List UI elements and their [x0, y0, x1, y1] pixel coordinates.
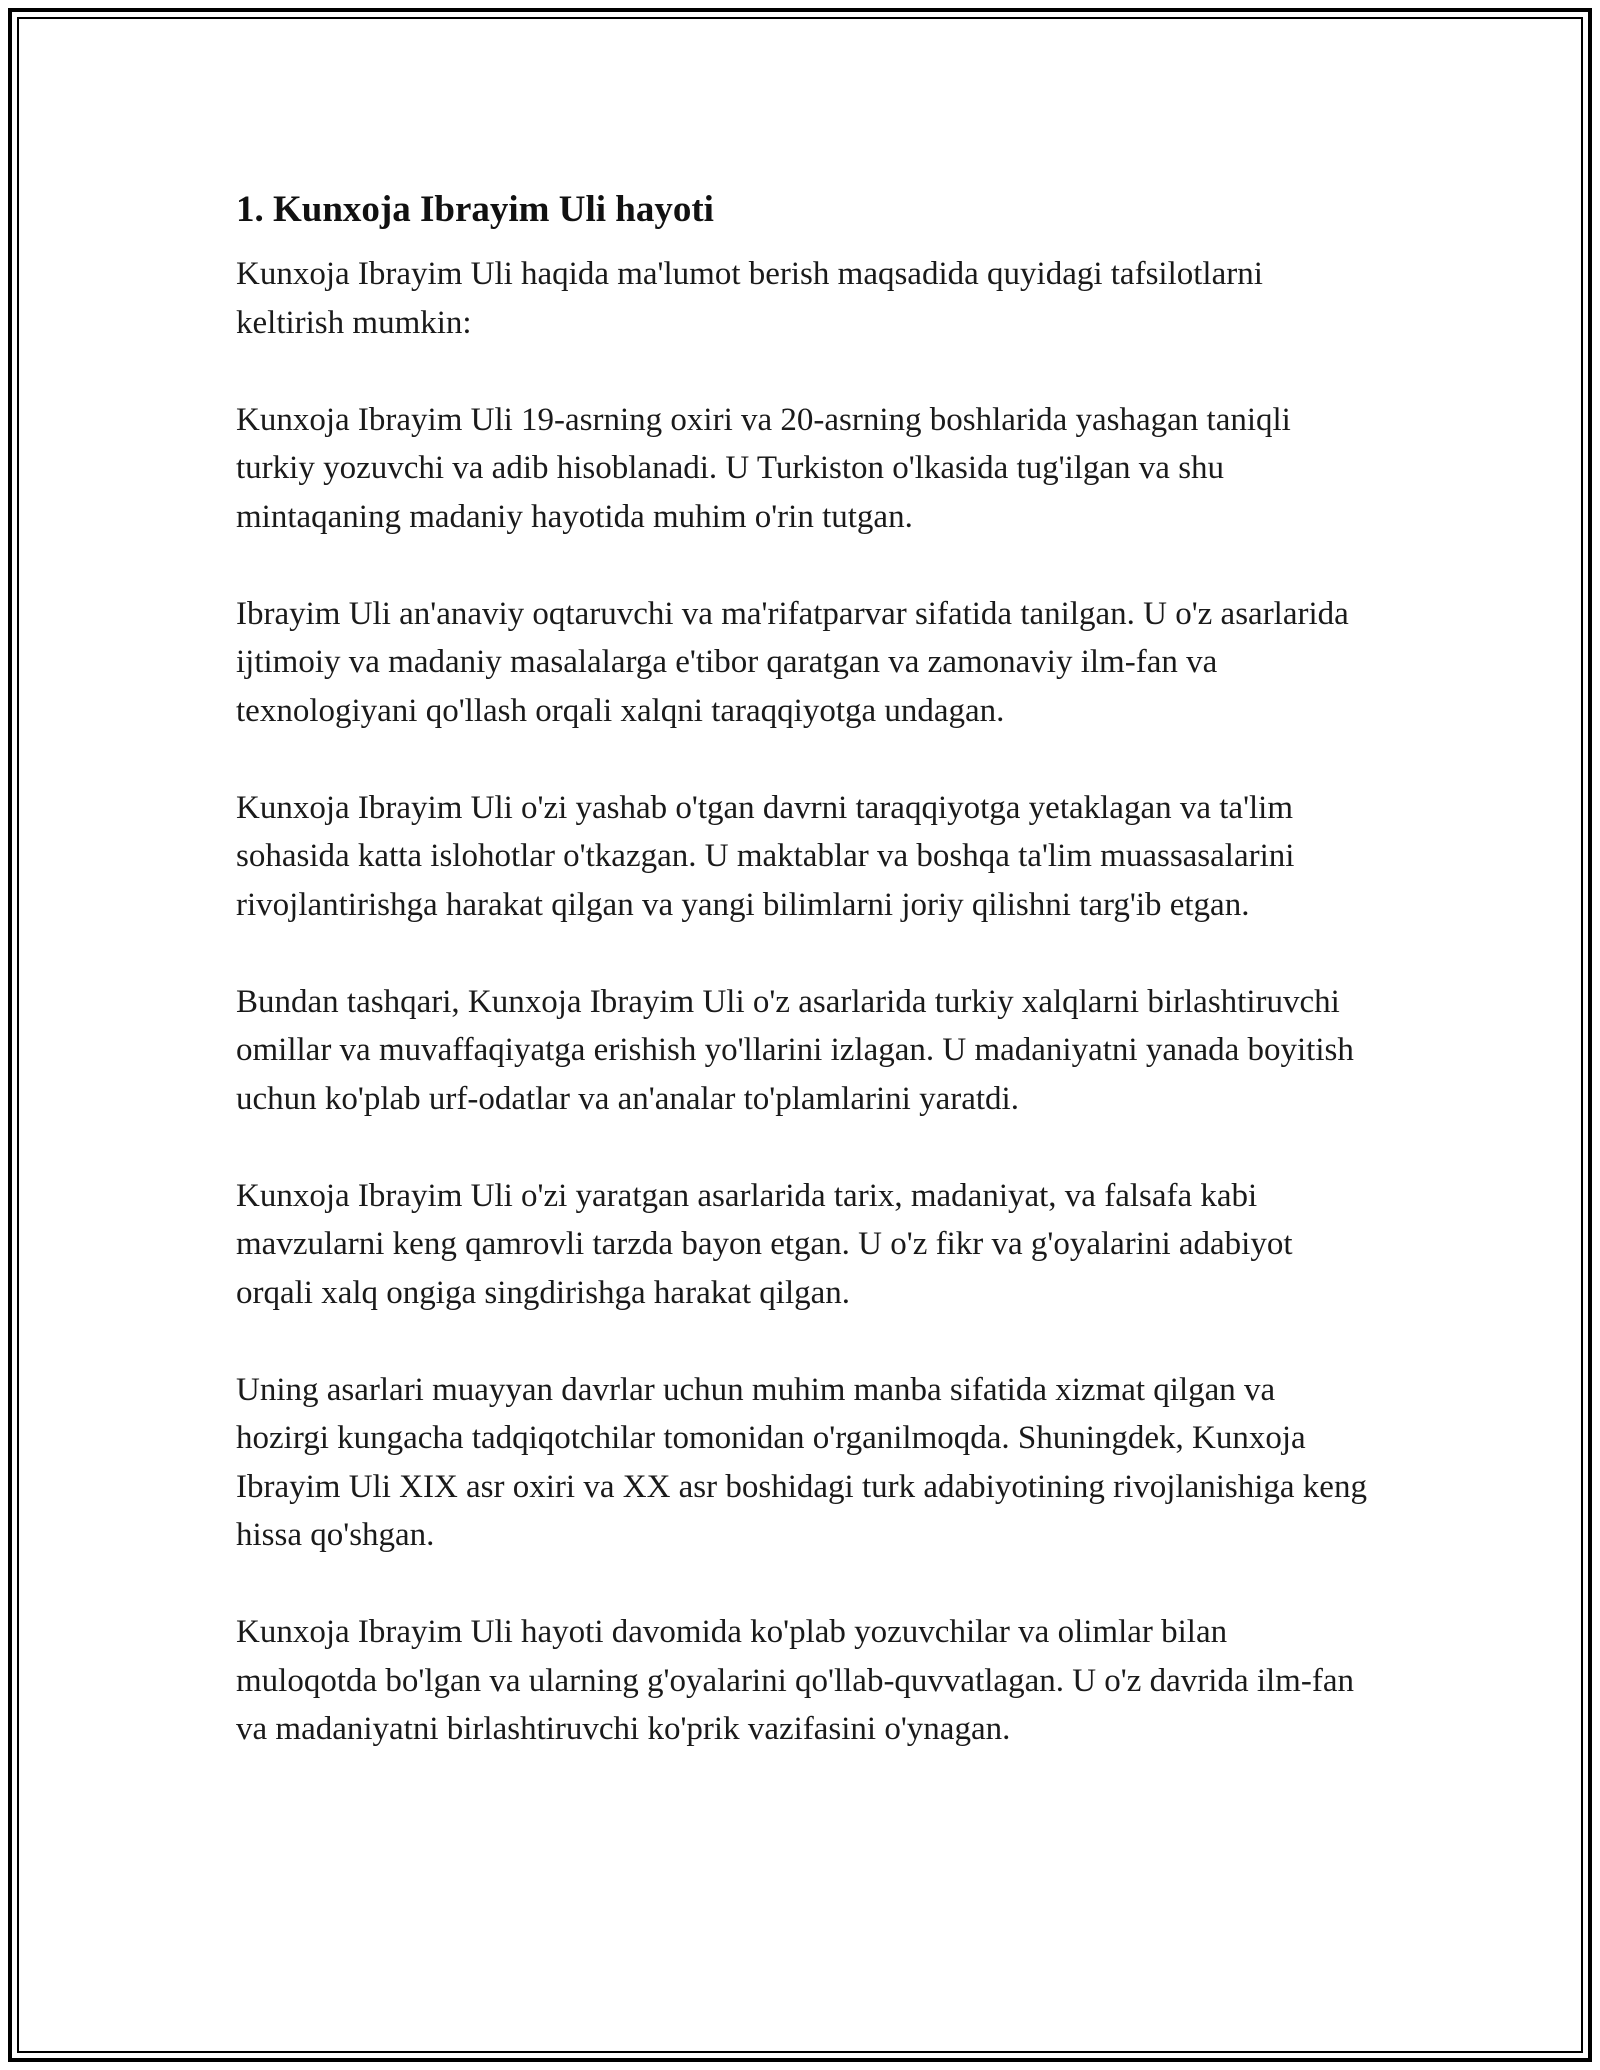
section-heading: 1. Kunxoja Ibrayim Uli hayoti [236, 189, 714, 230]
paragraph-unity: Bundan tashqari, Kunxoja Ibrayim Uli o'z asarlarida turkiy xalqlarni birlashtiruvchi omillar va muvaffaqiyatga erishish yo'llarini izlagan. U madaniyatni yanada boyitish uchun ko'plab urf-odatlar va an'analar to'plamlarini yaratdi. [236, 983, 1354, 1117]
paragraph-themes: Kunxoja Ibrayim Uli o'zi yaratgan asarlarida tarix, madaniyat, va falsafa kabi mavzularni keng qamrovli tarzda bayon etgan. U o'z fikr va g'oyalarini adabiyot orqali xalq ongiga singdirishga harakat qilgan. [236, 1177, 1293, 1311]
paragraph-legacy: Uning asarlari muayyan davrlar uchun muhim manba sifatida xizmat qilgan va hozirgi kungacha tadqiqotchilar tomonidan o'rganilmoqda. Shuningdek, Kunxoja Ibrayim Uli XIX asr oxiri va XX asr boshidagi turk adabiyotining rivojlanishiga keng hissa qo'shgan. [236, 1371, 1367, 1553]
paragraph-educator: Ibrayim Uli an'anaviy oqtaruvchi va ma'rifatparvar sifatida tanilgan. U o'z asarlarida ijtimoiy va madaniy masalalarga e'tibor qaratgan va zamonaviy ilm-fan va texnologiyani qo'llash orqali xalqni taraqqiyotga undagan. [236, 595, 1349, 729]
paragraph-reforms: Kunxoja Ibrayim Uli o'zi yashab o'tgan davrni taraqqiyotga yetaklagan va ta'lim sohasida katta islohotlar o'tkazgan. U maktablar va boshqa ta'lim muassasalarini rivojlantirishga harakat qilgan va yangi bilimlarni joriy qilishni targ'ib etgan. [236, 789, 1295, 923]
paragraph-birth: Kunxoja Ibrayim Uli 19-asrning oxiri va 20-asrning boshlarida yashagan taniqli turkiy yozuvchi va adib hisoblanadi. U Turkiston o'lkasida tug'ilgan va shu mintaqaning madaniy hayotida muhim o'rin tutgan. [236, 401, 1291, 535]
paragraph-collaboration: Kunxoja Ibrayim Uli hayoti davomida ko'plab yozuvchilar va olimlar bilan muloqotda bo'lgan va ularning g'oyalarini qo'llab-quvvatlagan. U o'z davrida ilm-fan va madaniyatni birlashtiruvchi ko'prik vazifasini o'ynagan. [236, 1614, 1354, 1747]
paragraph-intro: Kunxoja Ibrayim Uli haqida ma'lumot berish maqsadida quyidagi tafsilotlarni keltirish mumkin: [236, 256, 1263, 341]
document-body [236, 186, 1376, 1802]
